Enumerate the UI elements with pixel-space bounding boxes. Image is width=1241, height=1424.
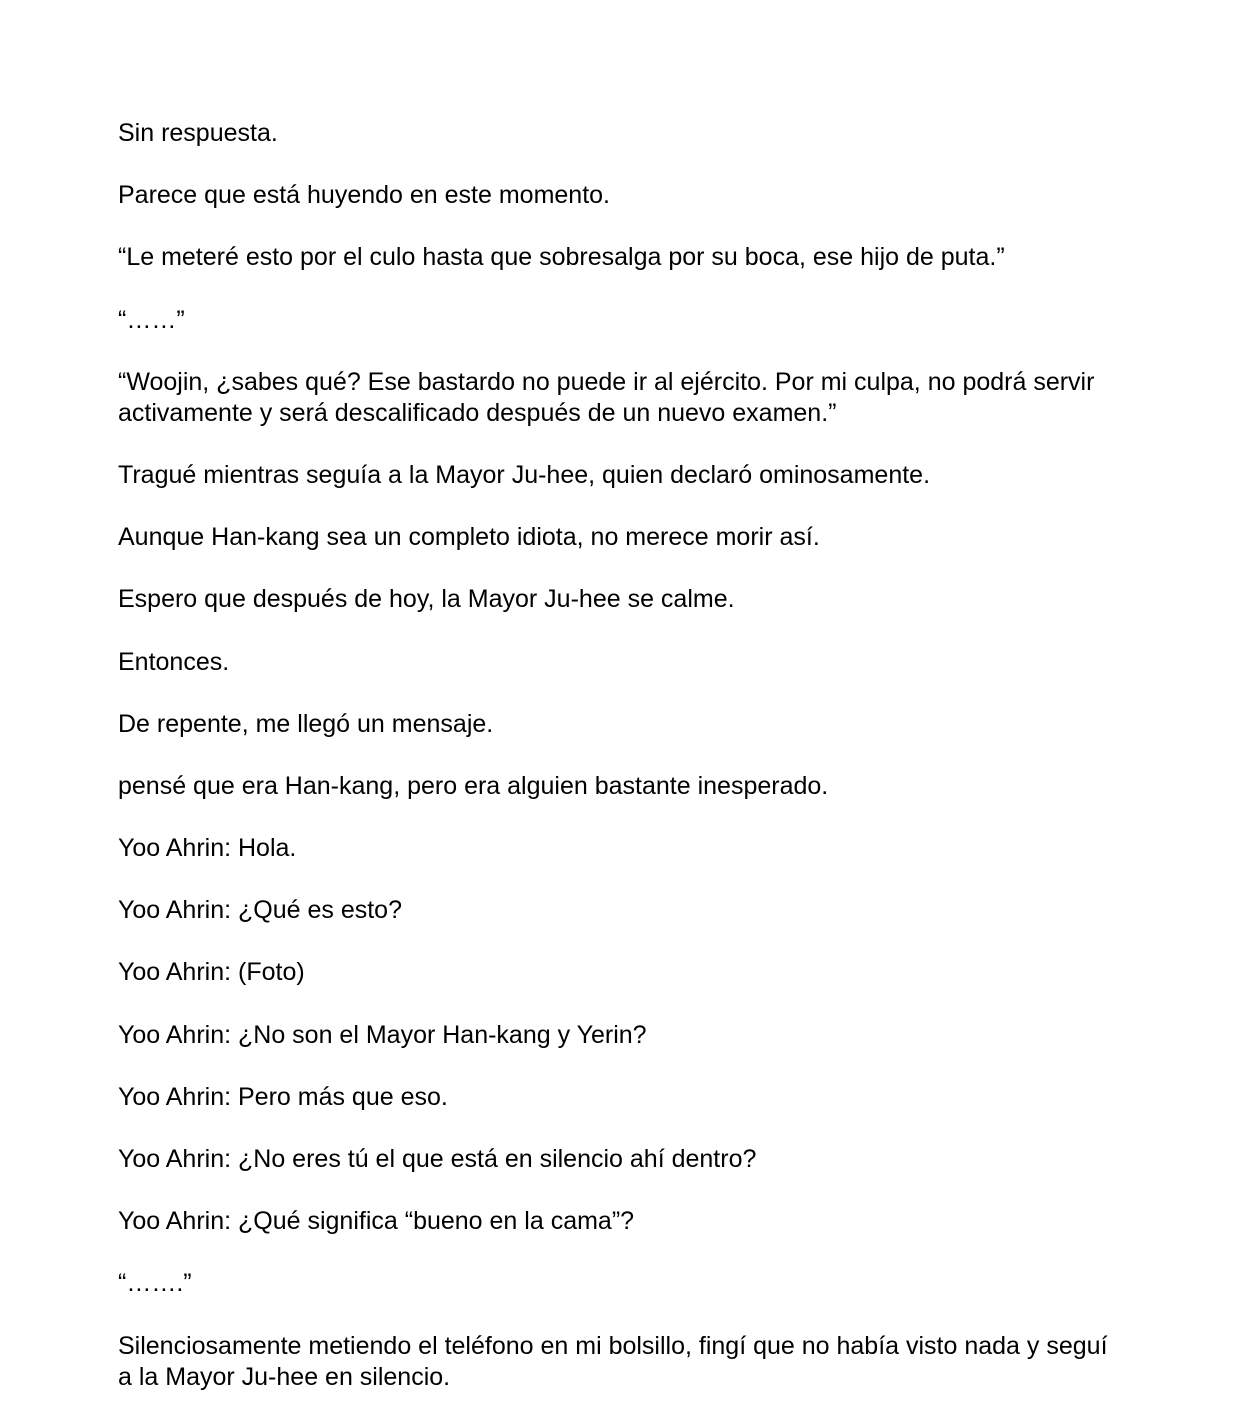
paragraph: Yoo Ahrin: ¿No son el Mayor Han-kang y Yerin?	[118, 1020, 647, 1049]
paragraph: Tragué mientras seguía a la Mayor Ju-hee, quien declaró ominosamente.	[118, 460, 931, 489]
paragraph: Yoo Ahrin: (Foto)	[118, 958, 305, 987]
paragraph: Aunque Han-kang sea un completo idiota, no merece morir así.	[118, 523, 820, 552]
paragraph: Yoo Ahrin: Hola.	[118, 834, 297, 863]
paragraph: “Le meteré esto por el culo hasta que sobresalga por su boca, ese hijo de puta.”	[118, 243, 1005, 272]
paragraph: Entonces.	[118, 647, 230, 676]
paragraph: Yoo Ahrin: Pero más que eso.	[118, 1082, 448, 1111]
paragraph: pensé que era Han-kang, pero era alguien bastante inesperado.	[118, 771, 829, 800]
paragraph: Parece que está huyendo en este momento.	[118, 181, 610, 210]
paragraph: Silenciosamente metiendo el teléfono en mi bolsillo, fingí que no había visto nada y seguí a la Mayor Ju-hee en silencio.	[118, 1331, 1108, 1391]
paragraph: Yoo Ahrin: ¿Qué es esto?	[118, 896, 402, 925]
paragraph: Espero que después de hoy, la Mayor Ju-hee se calme.	[118, 585, 735, 614]
paragraph: Yoo Ahrin: ¿Qué significa “bueno en la cama”?	[118, 1207, 635, 1236]
paragraph: De repente, me llegó un mensaje.	[118, 709, 494, 738]
paragraph: Yoo Ahrin: ¿No eres tú el que está en silencio ahí dentro?	[118, 1145, 757, 1173]
document-body	[118, 118, 1128, 1424]
paragraph: “…….”	[118, 1269, 192, 1298]
paragraph: “Woojin, ¿sabes qué? Ese bastardo no puede ir al ejército. Por mi culpa, no podrá servir activamente y será descalificado después de un nuevo examen.”	[118, 367, 1095, 427]
paragraph: “……”	[118, 305, 185, 334]
paragraph: Sin respuesta.	[118, 119, 278, 147]
